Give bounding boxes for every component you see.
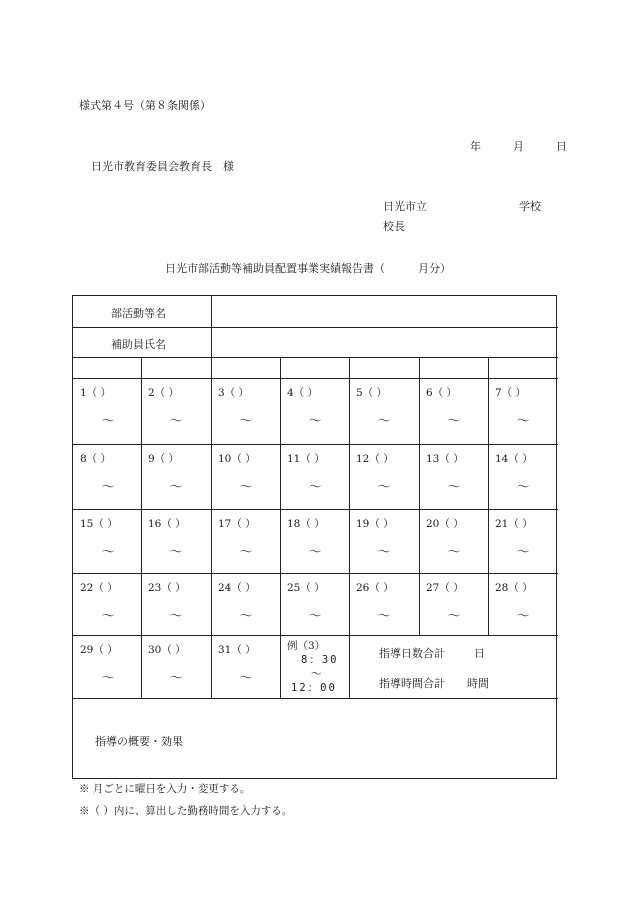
report-table bbox=[72, 295, 557, 779]
day-tilde: ～ bbox=[377, 609, 391, 624]
day-label: 8（ ） bbox=[80, 453, 112, 465]
note-1: ※ 月ごとに曜日を入力・変更する。 bbox=[79, 783, 251, 795]
day-label: 30（ ） bbox=[148, 644, 186, 656]
day-label: 2（ ） bbox=[148, 387, 180, 399]
day-tilde: ～ bbox=[447, 609, 461, 624]
day-tilde: ～ bbox=[447, 545, 461, 560]
day-label: 6（ ） bbox=[426, 387, 458, 399]
example-label: 例（3） bbox=[287, 640, 326, 652]
school-prefix: 日光市立 bbox=[383, 200, 427, 213]
date-day: 日 bbox=[556, 140, 567, 153]
day-tilde: ～ bbox=[169, 671, 183, 686]
day-tilde: ～ bbox=[101, 480, 115, 495]
day-tilde: ～ bbox=[377, 414, 391, 429]
day-tilde: ～ bbox=[377, 545, 391, 560]
day-label: 31（ ） bbox=[218, 644, 256, 656]
example-start: 8：30 bbox=[301, 654, 339, 666]
day-tilde: ～ bbox=[239, 671, 253, 686]
day-tilde: ～ bbox=[516, 609, 530, 624]
addressee: 日光市教育委員会教育長 様 bbox=[91, 160, 234, 173]
day-tilde: ～ bbox=[101, 545, 115, 560]
example-tilde: ～ bbox=[311, 668, 322, 680]
note-2: ※（ ）内に、算出した勤務時間を入力する。 bbox=[79, 805, 293, 817]
day-tilde: ～ bbox=[169, 609, 183, 624]
day-label: 9（ ） bbox=[148, 453, 180, 465]
day-tilde: ～ bbox=[308, 480, 322, 495]
day-tilde: ～ bbox=[308, 545, 322, 560]
total-days-label: 指導日数合計 bbox=[379, 647, 445, 660]
day-label: 16（ ） bbox=[148, 518, 186, 530]
day-tilde: ～ bbox=[169, 545, 183, 560]
day-label: 13（ ） bbox=[426, 453, 464, 465]
day-tilde: ～ bbox=[101, 414, 115, 429]
day-label: 26（ ） bbox=[356, 582, 394, 594]
summary-label: 指導の概要・効果 bbox=[95, 735, 183, 748]
day-label: 24（ ） bbox=[218, 582, 256, 594]
date-line bbox=[470, 138, 567, 154]
day-label: 21（ ） bbox=[495, 518, 533, 530]
club-name-label: 部活動等名 bbox=[111, 307, 166, 320]
school-suffix: 学校 bbox=[519, 200, 541, 213]
day-label: 29（ ） bbox=[80, 644, 118, 656]
date-month: 月 bbox=[513, 140, 524, 153]
example-end: 12：00 bbox=[291, 682, 337, 694]
day-tilde: ～ bbox=[239, 480, 253, 495]
day-label: 14（ ） bbox=[495, 453, 533, 465]
day-tilde: ～ bbox=[377, 480, 391, 495]
day-tilde: ～ bbox=[169, 414, 183, 429]
day-tilde: ～ bbox=[308, 414, 322, 429]
day-label: 19（ ） bbox=[356, 518, 394, 530]
total-hours-unit: 時間 bbox=[467, 677, 489, 690]
day-tilde: ～ bbox=[169, 480, 183, 495]
date-year: 年 bbox=[470, 140, 481, 153]
form-number: 様式第４号（第８条関係） bbox=[79, 99, 211, 112]
day-label: 12（ ） bbox=[356, 453, 394, 465]
day-label: 23（ ） bbox=[148, 582, 186, 594]
day-label: 22（ ） bbox=[80, 582, 118, 594]
day-label: 7（ ） bbox=[495, 387, 527, 399]
report-title: 日光市部活動等補助員配置事業実績報告書（ 月分） bbox=[165, 262, 451, 275]
assistant-name-label: 補助員氏名 bbox=[111, 338, 166, 351]
day-label: 28（ ） bbox=[495, 582, 533, 594]
day-tilde: ～ bbox=[447, 480, 461, 495]
day-tilde: ～ bbox=[516, 480, 530, 495]
day-label: 10（ ） bbox=[218, 453, 256, 465]
day-tilde: ～ bbox=[239, 545, 253, 560]
day-tilde: ～ bbox=[101, 609, 115, 624]
day-label: 18（ ） bbox=[287, 518, 325, 530]
day-label: 11（ ） bbox=[287, 453, 325, 465]
total-hours bbox=[379, 675, 489, 691]
day-label: 5（ ） bbox=[356, 387, 388, 399]
day-tilde: ～ bbox=[447, 414, 461, 429]
day-tilde: ～ bbox=[239, 609, 253, 624]
total-days-unit: 日 bbox=[474, 647, 485, 660]
total-hours-label: 指導時間合計 bbox=[379, 677, 445, 690]
day-label: 15（ ） bbox=[80, 518, 118, 530]
day-tilde: ～ bbox=[239, 414, 253, 429]
day-label: 20（ ） bbox=[426, 518, 464, 530]
day-tilde: ～ bbox=[516, 545, 530, 560]
day-tilde: ～ bbox=[516, 414, 530, 429]
example-cell bbox=[287, 639, 338, 695]
day-tilde: ～ bbox=[101, 671, 115, 686]
day-label: 4（ ） bbox=[287, 387, 319, 399]
day-label: 1（ ） bbox=[80, 387, 112, 399]
total-days bbox=[379, 645, 485, 661]
day-label: 3（ ） bbox=[218, 387, 250, 399]
day-label: 25（ ） bbox=[287, 582, 325, 594]
school-line bbox=[383, 198, 541, 214]
day-label: 27（ ） bbox=[426, 582, 464, 594]
day-label: 17（ ） bbox=[218, 518, 256, 530]
day-tilde: ～ bbox=[308, 609, 322, 624]
principal: 校長 bbox=[383, 220, 405, 233]
